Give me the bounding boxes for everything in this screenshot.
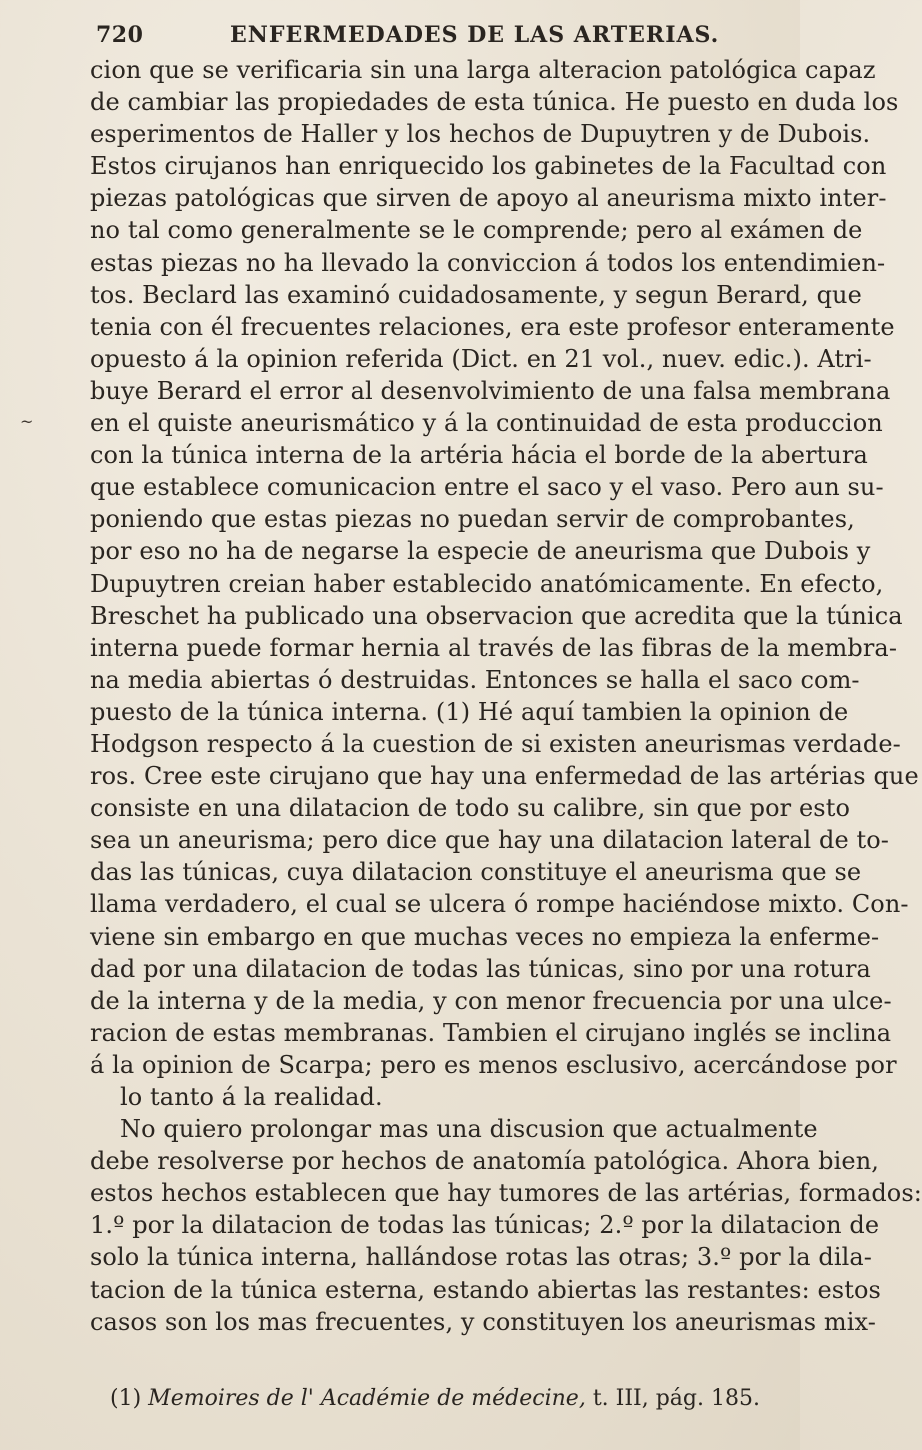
text-line: dad por una dilatacion de todas las túnicas, sino por una rotura [90,954,871,983]
text-line: casos son los mas frecuentes, y constituyen los aneurismas mix- [90,1307,876,1336]
text-line: tos. Beclard las examinó cuidadosamente, y segun Berard, que [90,280,862,309]
text-line: buye Berard el error al desenvolvimiento de una falsa membrana [90,376,891,405]
margin-mark: ~ [20,412,34,431]
text-line: consiste en una dilatacion de todo su calibre, sin que por esto [90,794,850,823]
text-line: estas piezas no ha llevado la conviccion á todos los entendimien- [90,248,886,277]
text-line: piezas patológicas que sirven de apoyo al aneurisma mixto inter- [90,184,887,213]
text-line: en el quiste aneurismático y á la continuidad de esta produccion [90,409,883,438]
text-line: cion que se verificaria sin una larga alteracion patológica capaz [90,56,876,84]
text-line: esperimentos de Haller y los hechos de Dupuytren y de Dubois. [90,120,871,149]
running-head: ENFERMEDADES DE LAS ARTERIAS. [230,22,720,48]
text-line: á la opinion de Scarpa; pero es menos esclusivo, acercándose por [90,1050,897,1079]
text-line: lo tanto á la realidad. [120,1083,383,1111]
text-line: interna puede formar hernia al través de las fibras de la membra- [90,633,898,662]
footnote-marker: (1) [110,1386,142,1411]
text-line: viene sin embargo en que muchas veces no empieza la enferme- [90,922,880,951]
text-line: de cambiar las propiedades de esta túnica. He puesto en duda los [90,88,899,117]
text-line: debe resolverse por hechos de anatomía patológica. Ahora bien, [90,1147,879,1176]
text-line: No quiero prolongar mas una discusion que actualmente [120,1115,818,1144]
text-line: ros. Cree este cirujano que hay una enfermedad de las artérias que [90,762,919,791]
text-line: no tal como generalmente se le comprende; pero al exámen de [90,216,863,245]
text-line: Estos cirujanos han enriquecido los gabinetes de la Facultad con [90,152,887,181]
text-line: poniendo que estas piezas no puedan servir de comprobantes, [90,505,855,534]
text-line: llama verdadero, el cual se ulcera ó rompe haciéndose mixto. Con- [90,890,909,919]
page-header [96,14,720,54]
text-line: das las túnicas, cuya dilatacion constituye el aneurisma que se [90,858,862,887]
footnote-title: Memoires de l' Académie de médecine, [148,1386,586,1411]
text-line: Dupuytren creian haber establecido anatómicamente. En efecto, [90,569,884,598]
text-line: por eso no ha de negarse la especie de aneurisma que Dubois y [90,537,871,566]
page-number: 720 [96,22,144,48]
text-line: de la interna y de la media, y con menor frecuencia por una ulce- [90,986,892,1015]
text-line: tenia con él frecuentes relaciones, era este profesor enteramente [90,312,895,341]
text-line: 1.º por la dilatacion de todas las túnicas; 2.º por la dilatacion de [90,1211,880,1240]
text-line: opuesto á la opinion referida (Dict. en 21 vol., nuev. edic.). Atri- [90,344,872,373]
text-line: Hodgson respecto á la cuestion de si existen aneurismas verdade- [90,729,901,758]
footnote-reference: t. III, pág. 185. [592,1386,760,1411]
text-line: Breschet ha publicado una observacion que acredita que la túnica [90,601,903,630]
text-line: que establece comunicacion entre el saco y el vaso. Pero aun su- [90,473,884,502]
text-line: racion de estas membranas. Tambien el cirujano inglés se inclina [90,1018,892,1047]
text-line: sea un aneurisma; pero dice que hay una dilatacion lateral de to- [90,826,890,855]
text-line: puesto de la túnica interna. (1) Hé aquí tambien la opinion de [90,697,849,726]
body-text [90,54,922,1338]
footnote [110,1386,760,1411]
text-line: con la túnica interna de la artéria hácia el borde de la abertura [90,441,868,470]
text-line: solo la túnica interna, hallándose rotas las otras; 3.º por la dila- [90,1243,872,1272]
text-line: tacion de la túnica esterna, estando abiertas las restantes: estos [90,1275,881,1304]
text-line: na media abiertas ó destruidas. Entonces se halla el saco com- [90,665,860,694]
text-line: estos hechos establecen que hay tumores de las artérias, formados: [90,1179,922,1208]
